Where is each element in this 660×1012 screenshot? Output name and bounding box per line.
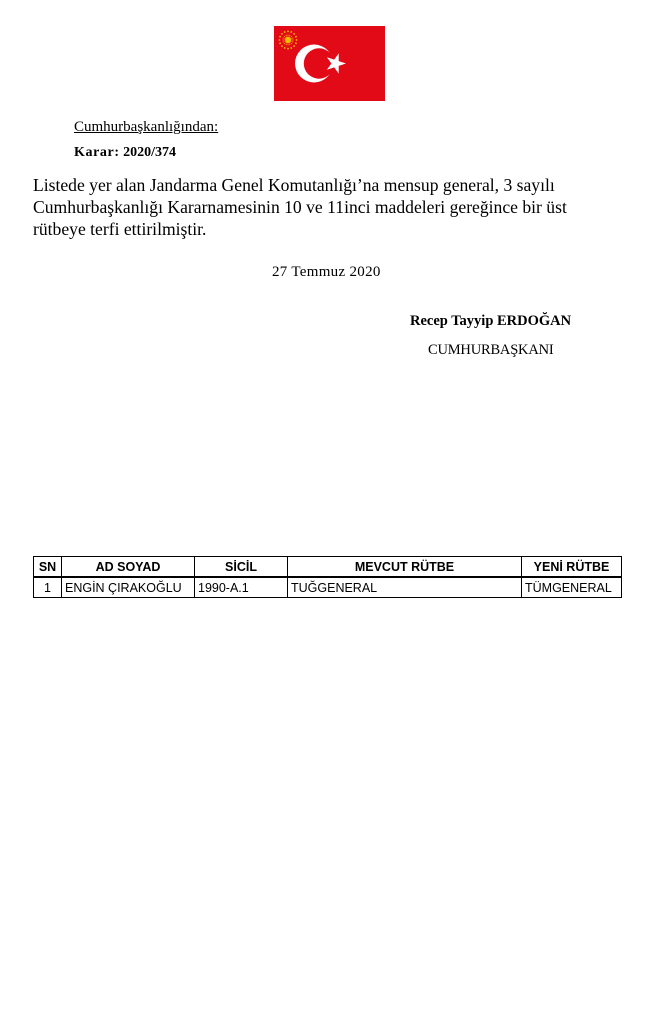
table-header-row: [34, 557, 622, 578]
promotion-table: [33, 556, 622, 598]
issuer-heading: Cumhurbaşkanlığından:: [74, 119, 219, 135]
cell-registry: 1990-A.1: [195, 577, 288, 598]
decision-number: 2020/374: [123, 145, 176, 160]
decision-line: [74, 145, 176, 161]
cell-current-rank: TUĞGENERAL: [288, 577, 522, 598]
turkish-flag-icon: [274, 26, 385, 101]
decree-line: Cumhurbaşkanlığı Kararnamesinin 10 ve 11inci maddeleri gereğince bir üst: [33, 197, 567, 217]
cell-new-rank: TÜMGENERAL: [522, 577, 622, 598]
header-current-rank: MEVCUT RÜTBE: [288, 557, 522, 578]
header-registry: SİCİL: [195, 557, 288, 578]
header-sn: SN: [34, 557, 62, 578]
decree-text: [33, 174, 633, 240]
table-row: [34, 577, 622, 598]
signer-title: CUMHURBAŞKANI: [428, 342, 554, 358]
signer-name: Recep Tayyip ERDOĞAN: [410, 313, 572, 329]
decree-line: rütbeye terfi ettirilmiştir.: [33, 219, 207, 239]
header-new-rank: YENİ RÜTBE: [522, 557, 622, 578]
cell-sn: 1: [34, 577, 62, 598]
header-name: AD SOYAD: [62, 557, 195, 578]
decree-line: Listede yer alan Jandarma Genel Komutanlığı’na mensup general, 3 sayılı: [33, 175, 555, 195]
cell-name: ENGİN ÇIRAKOĞLU: [62, 577, 195, 598]
decree-date: 27 Temmuz 2020: [272, 264, 381, 280]
decision-label: Karar:: [74, 145, 120, 160]
